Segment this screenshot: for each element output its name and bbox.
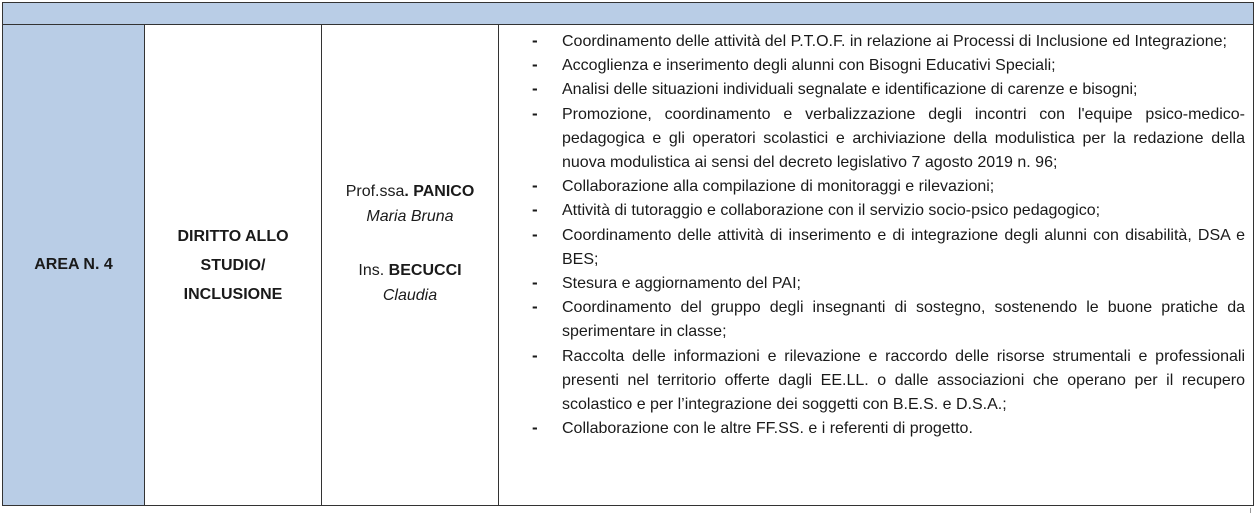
dash-bullet: -: [532, 345, 538, 365]
names-block: [346, 179, 475, 308]
person-given-name: Maria Bruna: [366, 207, 454, 225]
person-panico: [346, 179, 475, 229]
task-text: Raccolta delle informazioni e rilevazione e raccordo delle risorse strumentali e professionali presenti nel territorio offerte dagli EE.LL. o dalle associazioni che operano per il recupero scolastico e per l’integrazione dei soggetti con B.E.S. e D.S.A.;: [562, 347, 1245, 414]
person-given-name: Claudia: [382, 286, 438, 304]
list-item: [532, 54, 1245, 78]
task-text: Analisi delle situazioni individuali segnalate e identificazione di carenze e bisogni;: [562, 81, 1138, 99]
function-line: INCLUSIONE: [183, 285, 283, 303]
person-surname: BECUCCI: [388, 261, 462, 279]
area-cell: [3, 25, 145, 505]
task-text: Stesura e aggiornamento del PAI;: [562, 275, 801, 293]
dash-bullet: -: [532, 79, 538, 99]
dash-bullet: -: [532, 31, 538, 50]
list-item: [532, 272, 1245, 296]
task-text: Collaborazione alla compilazione di monitoraggi e rilevazioni;: [562, 178, 995, 196]
dash-bullet: -: [532, 297, 538, 317]
dash-bullet: -: [532, 273, 538, 293]
dash-bullet: -: [532, 418, 538, 438]
task-text: Attività di tutoraggio e collaborazione con il servizio socio-psico pedagogico;: [562, 202, 1101, 220]
function-line: DIRITTO ALLO: [177, 227, 289, 245]
person-surname: . PANICO: [404, 182, 475, 200]
table-frame: [2, 2, 1254, 506]
list-item: [532, 30, 1245, 54]
dash-bullet: -: [532, 200, 538, 220]
function-line: STUDIO/: [200, 256, 266, 274]
list-item: [532, 296, 1245, 344]
list-item: [532, 417, 1245, 441]
list-item: [532, 175, 1245, 199]
area-label: AREA N. 4: [34, 256, 113, 273]
task-text: Promozione, coordinamento e verbalizzazione degli incontri con l'equipe psico-medico-pedagogica e gli operatori scolastici e archiviazione della modulistica per la redazione della nuova modulistica ai sensi del decreto legislativo 7 agosto 2019 n. 96;: [562, 105, 1245, 172]
task-text: Collaborazione con le altre FF.SS. e i referenti di progetto.: [562, 420, 973, 438]
tasks-cell: [499, 25, 1253, 505]
corner-mark: [1250, 508, 1256, 513]
person-becucci: [346, 258, 475, 308]
function-cell: [145, 25, 322, 505]
task-text: Coordinamento delle attività di inserimento e di integrazione degli alunni con disabilità, DSA e BES;: [562, 226, 1245, 268]
task-text: Coordinamento delle attività del P.T.O.F. in relazione ai Processi di Inclusione ed Integrazione;: [562, 33, 1227, 50]
dash-bullet: -: [532, 55, 538, 75]
function-title: [177, 222, 288, 309]
person-title: Ins.: [358, 261, 385, 279]
task-list: [499, 25, 1253, 441]
person-title: Prof.ssa: [345, 182, 405, 200]
header-band: [3, 3, 1253, 25]
list-item: [532, 103, 1245, 176]
list-item: [532, 78, 1245, 102]
task-text: Accoglienza e inserimento degli alunni con Bisogni Educativi Speciali;: [562, 57, 1056, 75]
list-item: [532, 224, 1245, 272]
task-text: Coordinamento del gruppo degli insegnanti di sostegno, sostenendo le buone pratiche da sperimentare in classe;: [562, 299, 1245, 341]
list-item: [532, 199, 1245, 223]
dash-bullet: -: [532, 176, 538, 196]
person-line: [346, 183, 475, 200]
person-line: [358, 262, 461, 279]
dash-bullet: -: [532, 103, 538, 123]
list-item: [532, 345, 1245, 418]
dash-bullet: -: [532, 224, 538, 244]
names-cell: [322, 25, 499, 505]
